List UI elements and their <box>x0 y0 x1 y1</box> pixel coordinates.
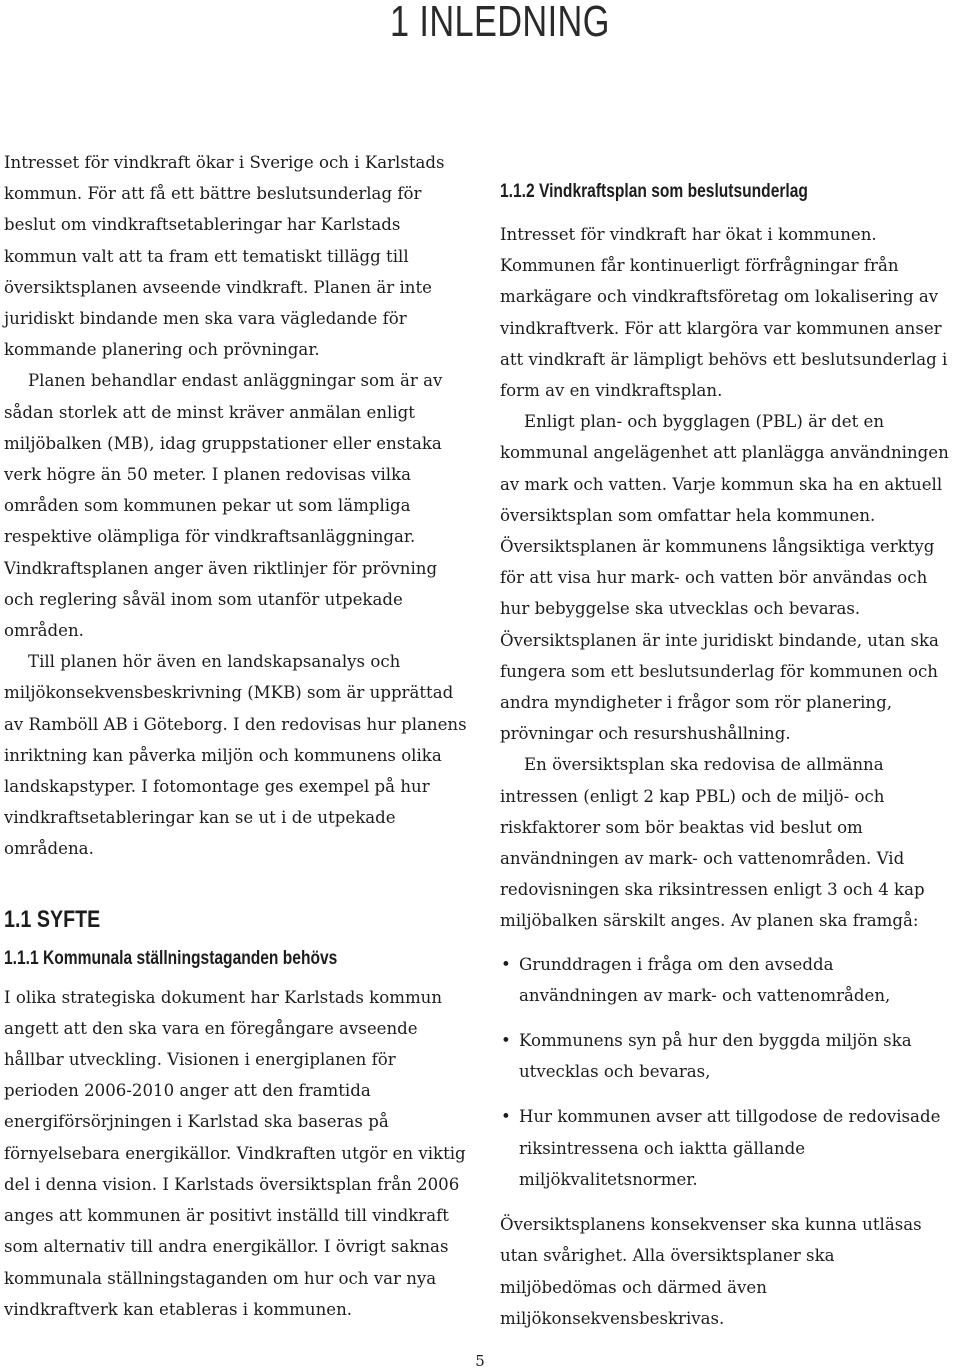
list-item: • Grunddragen i fråga om den avsedda användningen av mark- och vattenområden, <box>500 949 955 1011</box>
vindkraftsplan-paragraph: Intresset för vindkraft har ökat i kommunen. Kommunen får kontinuerligt förfrågningar från markägare och vindkraftsföretag om lokalisering av vindkraftverk. För att klargöra var kommunen anser att vindkraft är lämpligt behövs ett beslutsunderlag i form av en vindkraftsplan. <box>500 225 948 401</box>
subsection-heading-vindkraftsplan: 1.1.2 Vindkraftsplan som beslutsunderlag <box>500 181 808 202</box>
analysis-paragraph: Till planen hör även en landskapsanalys och miljökonsekvensbeskrivning (MKB) som är upprättad av Ramböll AB i Göteborg. I den redovisas hur planens inriktning kan påverka miljön och kommunens olika landskapstyper. I fotomontage ges exempel på hur vindkraftsetableringar kan se ut i de utpekade områdena. <box>4 652 467 859</box>
subsection-heading-kommunala: 1.1.1 Kommunala ställningstaganden behövs <box>4 947 338 969</box>
page-title: 1 INLEDNING <box>390 0 610 46</box>
oversiktsplan-paragraph: En översiktsplan ska redovisa de allmänna intressen (enligt 2 kap PBL) och de miljö- och riskfaktorer som bör beaktas vid beslut om användningen av mark- och vattenområden. Vid redovisningen ska riksintressen enligt 3 och 4 kap miljöbalken särskilt anges. Av planen ska framgå: <box>500 755 925 931</box>
page-number: 5 <box>475 1352 485 1370</box>
right-column <box>500 177 955 1334</box>
list-item: • Hur kommunen avser att tillgodose de redovisade riksintressena och iaktta gällande miljökvalitetsnormer. <box>500 1101 955 1195</box>
left-column <box>4 147 469 1325</box>
list-item: • Kommunens syn på hur den byggda miljön ska utvecklas och bevaras, <box>500 1025 955 1087</box>
requirements-list <box>500 949 955 1195</box>
scope-paragraph: Planen behandlar endast anläggningar som är av sådan storlek att de minst kräver anmälan enligt miljöbalken (MB), idag gruppstationer eller enstaka verk högre än 50 meter. I planen redovisas vilka områden som kommunen pekar ut som lämpliga respektive olämpliga för vindkraftsanläggningar. Vindkraftsplanen anger även riktlinjer för prövning och reglering såväl inom som utanför utpekade områden. <box>4 371 443 641</box>
kommunala-paragraph: I olika strategiska dokument har Karlstads kommun angett att den ska vara en föregångare avseende hållbar utveckling. Visionen i energiplanen för perioden 2006-2010 anger att den framtida energiförsörjningen i Karlstad ska baseras på förnyelsebara energikällor. Vindkraften utgör en viktig del i denna vision. I Karlstads översiktsplan från 2006 anges att kommunen är positivt inställd till vindkraft som alternativ till andra energikällor. I övrigt saknas kommunala ställningstaganden om hur och var nya vindkraftverk kan etableras i kommunen. <box>4 987 466 1319</box>
section-heading-syfte: 1.1 SYFTE <box>4 905 101 933</box>
pbl-paragraph: Enligt plan- och bygglagen (PBL) är det en kommunal angelägenhet att planlägga användningen av mark och vatten. Varje kommun ska ha en aktuell översiktsplan som omfattar hela kommunen. Översiktsplanen är kommunens långsiktiga verktyg för att visa hur mark- och vatten bör användas och hur bebyggelse ska utvecklas och bevaras. Översiktsplanen är inte juridiskt bindande, utan ska fungera som ett beslutsunderlag för kommunen och andra myndigheter i frågor som rör planering, prövningar och resurshushållning. <box>500 412 949 744</box>
intro-paragraph: Intresset för vindkraft ökar i Sverige och i Karlstads kommun. För att få ett bättre beslutsunderlag för beslut om vindkraftsetableringar har Karlstads kommun valt att ta fram ett tematiskt tillägg till översiktsplanen avseende vindkraft. Planen är inte juridiskt bindande men ska vara vägledande för kommande planering och prövningar. <box>4 153 445 360</box>
closing-paragraph: Översiktsplanens konsekvenser ska kunna utläsas utan svårighet. Alla översiktsplaner ska miljöbedömas och därmed även miljökonsekvensbeskrivas. <box>500 1215 922 1328</box>
